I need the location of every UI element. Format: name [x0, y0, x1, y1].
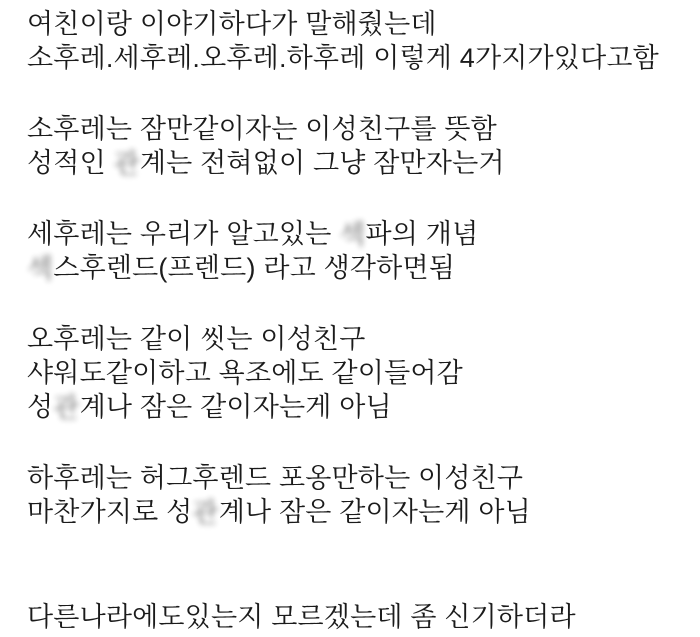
text-line — [27, 390, 685, 424]
text-segment: 계나 잠은 같이자는게 아님 — [79, 392, 392, 422]
paragraph — [27, 7, 685, 75]
text-line — [27, 251, 685, 285]
paragraph — [27, 461, 685, 529]
paragraph — [27, 217, 685, 285]
text-segment: 스후렌드(프렌드) 라고 생각하면됨 — [53, 253, 456, 283]
censored-text: 섹 — [27, 254, 54, 284]
paragraph — [27, 600, 685, 634]
text-line — [27, 356, 685, 390]
text-line — [27, 112, 685, 146]
text-segment: 세후레는 우리가 알고있는 — [27, 219, 340, 249]
censored-text: 관 — [113, 149, 140, 179]
text-segment: 오후레는 같이 씻는 이성친구 — [27, 324, 366, 354]
text-line — [27, 495, 685, 529]
text-segment: 마찬가지로 성 — [27, 497, 193, 527]
text-segment: 소후레.세후레.오후레.하후레 이렇게 4가지가있다고함 — [27, 43, 659, 73]
text-line — [27, 600, 685, 634]
text-segment: 성 — [27, 392, 54, 422]
text-segment: 여친이랑 이야기하다가 말해줬는데 — [27, 9, 437, 39]
censored-text: 관 — [53, 393, 80, 423]
text-line — [27, 41, 685, 75]
text-segment: 성적인 — [27, 148, 114, 178]
text-segment: 하후레는 허그후렌드 포옹만하는 이성친구 — [27, 463, 524, 493]
text-line — [27, 7, 685, 41]
text-segment: 파의 개념 — [365, 219, 479, 249]
text-segment: 샤워도같이하고 욕조에도 같이들어감 — [27, 358, 463, 388]
paragraph — [27, 112, 685, 180]
text-line — [27, 217, 685, 251]
text-line — [27, 461, 685, 495]
text-segment: 계는 전혀없이 그냥 잠만자는거 — [139, 148, 505, 178]
text-line — [27, 322, 685, 356]
censored-text: 섹 — [339, 220, 366, 250]
text-segment: 다른나라에도있는지 모르겠는데 좀 신기하더라 — [27, 602, 576, 632]
paragraph — [27, 322, 685, 424]
censored-text: 관 — [192, 498, 219, 528]
text-line — [27, 146, 685, 180]
text-segment: 소후레는 잠만같이자는 이성친구를 뜻함 — [27, 114, 497, 144]
text-segment: 계나 잠은 같이자는게 아님 — [218, 497, 531, 527]
